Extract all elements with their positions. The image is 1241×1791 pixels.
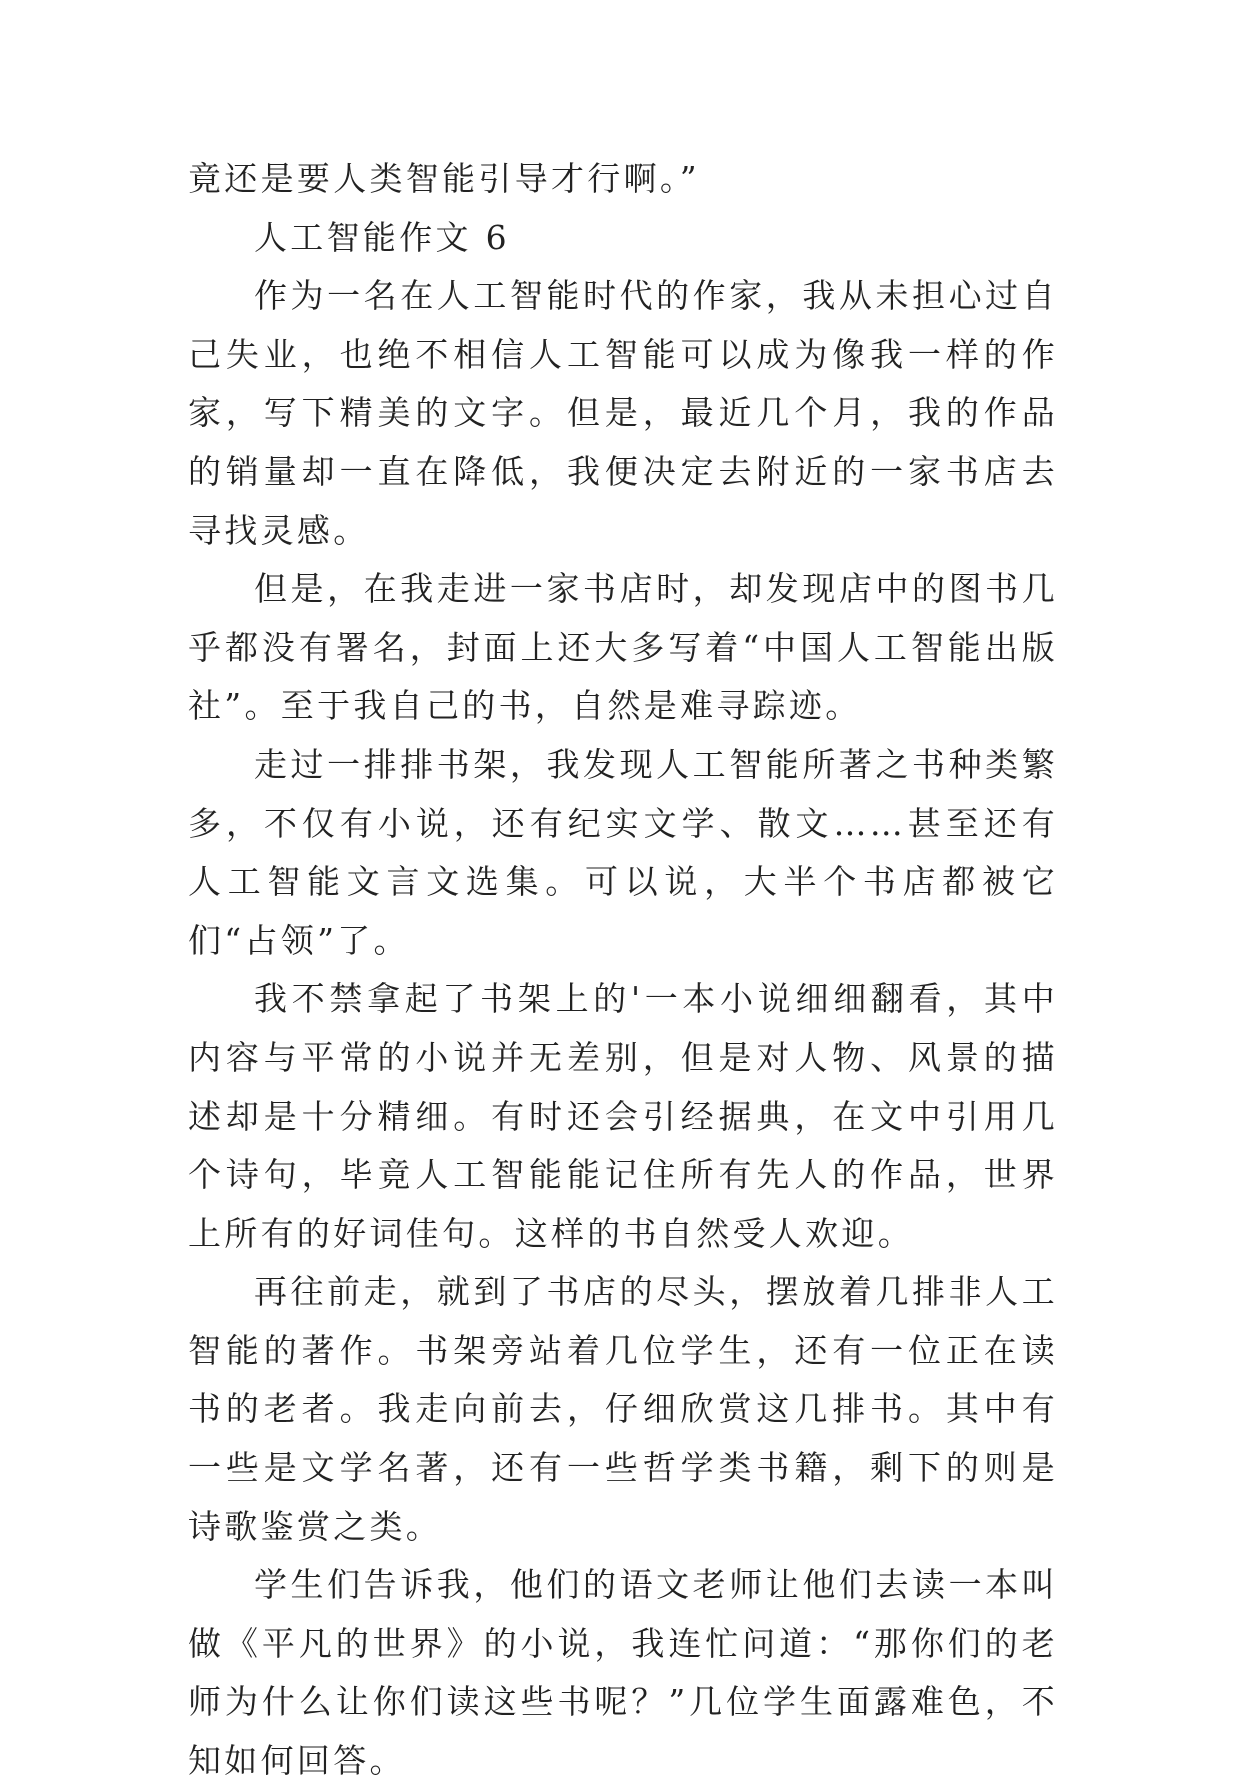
paragraph: 走过一排排书架，我发现人工智能所著之书种类繁多，不仅有小说，还有纪实文学、散文……甚至还有人工智能文言文选集。可以说，大半个书店都被它们“占领”了。 <box>188 744 1058 960</box>
paragraph-continuation: 竟还是要人类智能引导才行啊。” <box>188 159 700 198</box>
paragraph: 我不禁拿起了书架上的'一本小说细细翻看，其中内容与平常的小说并无差别，但是对人物、风景的描述却是十分精细。有时还会引经据典，在文中引用几个诗句，毕竟人工智能能记住所有先人的作品，世界上所有的好词佳句。这样的书自然受人欢迎。 <box>188 979 1058 1253</box>
paragraph: 学生们告诉我，他们的语文老师让他们去读一本叫做《平凡的世界》的小说，我连忙问道：“那你们的老师为什么让你们读这些书呢？”几位学生面露难色，不知如何回答。 <box>188 1565 1058 1781</box>
paragraph: 作为一名在人工智能时代的作家，我从未担心过自己失业，也绝不相信人工智能可以成为像我一样的作家，写下精美的文字。但是，最近几个月，我的作品的销量却一直在降低，我便决定去附近的一家书店去寻找灵感。 <box>188 276 1058 550</box>
document-body <box>188 150 1058 1791</box>
paragraph: 再往前走，就到了书店的尽头，摆放着几排非人工智能的著作。书架旁站着几位学生，还有一位正在读书的老者。我走向前去，仔细欣赏这几排书。其中有一些是文学名著，还有一些哲学类书籍，剩下的则是诗歌鉴赏之类。 <box>188 1272 1058 1546</box>
essay-heading: 人工智能作文 6 <box>254 217 510 257</box>
paragraph: 但是，在我走进一家书店时，却发现店中的图书几乎都没有署名，封面上还大多写着“中国人工智能出版社”。至于我自己的书，自然是难寻踪迹。 <box>188 569 1058 726</box>
